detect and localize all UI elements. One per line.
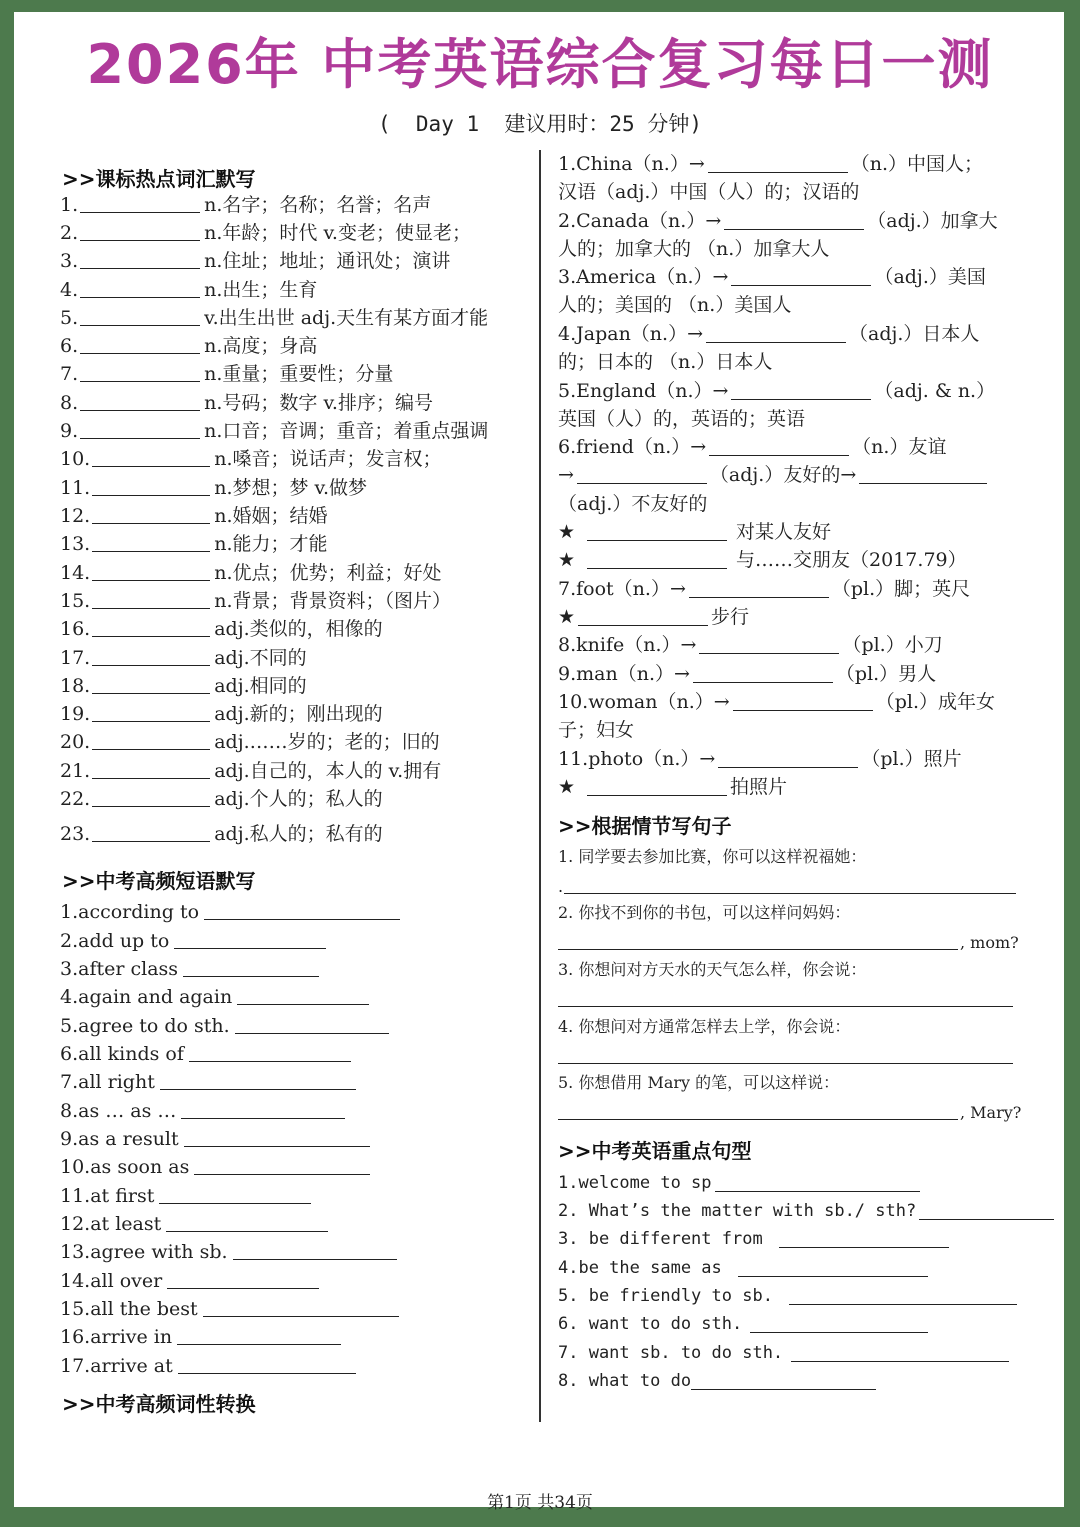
conversion-hint: （n.）中国人； [850,153,984,175]
vocab-number: 10. [60,448,91,470]
vocab-number: 5. [60,307,79,329]
phrase-text: 2.add up to [60,930,170,952]
phrase-text: 10.as soon as [60,1156,190,1178]
phrase-text: 5.agree to do sth. [60,1015,230,1037]
phrase-row [60,929,330,953]
phrase-text: 4.again and again [60,986,233,1008]
phrase-text: 13.agree with sb. [60,1241,228,1263]
phrase-hint: 步行 [711,606,750,628]
vocab-answer-blank[interactable] [92,505,210,524]
phrase-answer-blank[interactable] [204,901,400,920]
phrase-answer-blank[interactable] [174,930,326,949]
vocab-answer-blank[interactable] [92,647,210,666]
answer-blank[interactable] [715,1173,920,1192]
answer-blank[interactable] [731,381,871,400]
answer-blank[interactable] [578,607,708,626]
vocab-number: 23. [60,823,91,845]
vocab-answer-blank[interactable] [92,703,210,722]
phrase-text: 8.as … as … [60,1100,177,1122]
phrase-answer-blank[interactable] [166,1213,328,1232]
phrase-text: 3.after class [60,958,179,980]
vocab-row [60,617,383,641]
vocab-number: 1. [60,194,79,216]
vocab-row [60,646,307,670]
answer-blank[interactable] [587,550,727,569]
phrase-hint: 对某人友好 [736,521,832,543]
vocab-answer-blank[interactable] [80,335,200,354]
conversion-hint: （pl.）男人 [835,663,937,685]
vocab-number: 4. [60,279,79,301]
conversion-hint: （adj.）美国 [874,266,986,288]
page-title: 2026年 中考英语综合复习每日一测 [86,33,994,96]
phrase-answer-blank[interactable] [184,1128,370,1147]
conversion-hint: （pl.）成年女 [875,691,995,713]
vocab-answer-blank[interactable] [80,363,200,382]
vocab-answer-blank[interactable] [80,420,200,439]
vocab-number: 7. [60,363,79,385]
vocab-meaning: adj.自己的，本人的 v.拥有 [214,760,442,782]
phrase-text: 1.according to [60,901,200,923]
vocab-meaning: n.年龄；时代 v.变老；使显老； [204,222,471,244]
vocab-meaning: n.能力；才能 [214,533,328,555]
answer-line-2[interactable] [558,949,958,950]
conversion-item-man: 9.man（n.）→ [558,663,690,685]
phrase-row [60,1014,393,1038]
vocab-row [60,306,488,330]
vocab-answer-blank[interactable] [92,823,210,842]
answer-blank[interactable] [689,579,829,598]
vocab-number: 16. [60,618,91,640]
vocab-meaning: adj.不同的 [214,647,307,669]
vocab-meaning: n.住址；地址；通讯处；演讲 [204,250,451,272]
vocab-number: 19. [60,703,91,725]
phrase-row [60,1155,374,1179]
vocab-number: 11. [60,477,91,499]
vocab-answer-blank[interactable] [92,590,210,609]
phrase-row [60,1212,332,1236]
phrase-text: 16.arrive in [60,1326,173,1348]
situation-question-3: 3. 你想问对方天水的天气怎么样，你会说： [558,960,867,979]
vocab-number: 9. [60,420,79,442]
answer-blank[interactable] [779,1229,949,1248]
phrase-row [60,1184,315,1208]
vocab-number: 12. [60,505,91,527]
vocab-answer-blank[interactable] [92,760,210,779]
conversion-item-photo: 11.photo（n.）→ [558,748,716,770]
conversion-hint: （adj.）日本人 [849,323,980,345]
phrase-text: 11.at first [60,1185,155,1207]
conversion-hint: （pl.）照片 [861,748,962,770]
answer-blank[interactable] [731,267,871,286]
situation-question-4: 4. 你想问对方通常怎样去上学，你会说： [558,1017,851,1036]
phrase-row [60,1269,323,1293]
answer-blank[interactable] [789,1286,1017,1305]
vocab-meaning: n.婚姻；结婚 [214,505,328,527]
answer-blank[interactable] [587,777,727,796]
conversion-item-japan: 4.Japan（n.）→ [558,323,703,345]
vocab-answer-blank[interactable] [80,279,200,298]
answer-blank[interactable] [750,1314,928,1333]
vocab-number: 6. [60,335,79,357]
vocab-row [60,249,450,273]
vocab-number: 17. [60,647,91,669]
answer-blank[interactable] [699,635,839,654]
vocab-number: 15. [60,590,91,612]
vocab-row [60,730,440,754]
conversion-item-england: 5.England（n.）→ [558,380,729,402]
phrase-row [60,900,404,924]
vocab-row [60,476,367,500]
phrase-answer-blank[interactable] [177,1326,341,1345]
vocab-meaning: adj.私人的；私有的 [214,823,383,845]
phrase-answer-blank[interactable] [235,1015,389,1034]
vocab-number: 20. [60,731,91,753]
vocab-row [60,278,317,302]
vocab-meaning: n.口音；音调；重音；着重点强调 [204,420,489,442]
vocab-answer-blank[interactable] [92,562,210,581]
pattern-item: 4.be the same as [558,1258,722,1278]
vocab-row [60,759,441,783]
phrase-row [60,1070,360,1094]
pattern-item: 6. want to do sth. [558,1314,743,1334]
phrase-answer-blank[interactable] [203,1298,399,1317]
situation-question-2: 2. 你找不到你的书包，可以这样问妈妈： [558,903,851,922]
vocab-row [60,787,383,811]
vocab-meaning: n.背景；背景资料；（图片） [214,590,451,612]
vocab-meaning: adj.类似的，相像的 [214,618,383,640]
vocab-answer-blank[interactable] [80,194,200,213]
conversion-hint: （pl.）小刀 [842,634,943,656]
vocab-row [60,193,431,217]
conversion-hint: 人的；加拿大的 （n.）加拿大人 [558,238,830,260]
phrase-answer-blank[interactable] [194,1156,370,1175]
sentence-end: , Mary? [960,1103,1022,1122]
answer-blank[interactable] [577,465,707,484]
answer-blank[interactable] [738,1258,928,1277]
vocab-row [60,822,383,846]
pattern-item: 8. what to do [558,1371,692,1391]
conversion-hint: （pl.）脚；英尺 [831,578,971,600]
vocab-answer-blank[interactable] [92,448,210,467]
pattern-item: 7. want sb. to do sth. [558,1343,784,1363]
phrase-row [60,1127,374,1151]
phrase-text: 14.all over [60,1270,163,1292]
situation-question-1: 1. 同学要去参加比赛，你可以这样祝福她： [558,847,867,866]
vocab-meaning: adj.新的；刚出现的 [214,703,383,725]
situation-question-5: 5. 你想借用 Mary 的笔，可以这样说： [558,1073,840,1092]
page-footer: 第1页 共34页 [487,1493,593,1513]
phrase-row [60,1099,349,1123]
pattern-heading: >>中考英语重点句型 [558,1139,752,1163]
vocab-answer-blank[interactable] [92,618,210,637]
phrase-heading: >>中考高频短语默写 [62,869,256,893]
conversion-hint: （adj.）不友好的 [558,493,708,515]
answer-line-5[interactable] [558,1119,958,1120]
phrase-text: 12.at least [60,1213,162,1235]
conversion-hint: 汉语（adj.）中国（人）的；汉语的 [558,181,860,203]
conversion-item-woman: 10.woman（n.）→ [558,691,730,713]
vocab-number: 18. [60,675,91,697]
conversion-item-america: 3.America（n.）→ [558,266,729,288]
phrase-answer-blank[interactable] [233,1241,397,1260]
answer-blank[interactable] [718,749,858,768]
phrase-hint: 与……交朋友（2017.79） [736,549,967,571]
vocab-meaning: n.优点；优势；利益；好处 [214,562,442,584]
star-icon: ★ [558,776,576,798]
vocab-meaning: n.号码；数字 v.排序；编号 [204,392,433,414]
answer-blank[interactable] [691,1371,876,1390]
answer-blank[interactable] [919,1201,1054,1220]
vocab-answer-blank[interactable] [80,392,200,411]
phrase-answer-blank[interactable] [178,1355,356,1374]
conversion-hint: （n.）友谊 [852,436,947,458]
vocab-meaning: n.重量；重要性；分量 [204,363,394,385]
answer-blank[interactable] [733,692,873,711]
vocab-number: 13. [60,533,91,555]
vocab-number: 21. [60,760,91,782]
answer-blank[interactable] [859,465,987,484]
pattern-item: 2. What’s the matter with sb./ sth? [558,1201,917,1221]
pattern-item: 5. be friendly to sb. [558,1286,773,1306]
vocab-answer-blank[interactable] [92,533,210,552]
vocab-number: 3. [60,250,79,272]
page-subtitle: ( Day 1 建议用时：25 分钟) [377,112,702,136]
vocab-number: 8. [60,392,79,414]
sentence-end: , mom? [960,933,1019,952]
vocab-row [60,391,433,415]
vocab-answer-blank[interactable] [92,788,210,807]
answer-blank[interactable] [706,324,846,343]
vocab-answer-blank[interactable] [92,731,210,750]
vocab-row [60,334,317,358]
conversion-item-foot: 7.foot（n.）→ [558,578,686,600]
phrase-text: 15.all the best [60,1298,198,1320]
phrase-text: 17.arrive at [60,1355,173,1377]
phrase-answer-blank[interactable] [159,1185,311,1204]
vocab-row [60,221,471,245]
vocab-row [60,362,393,386]
phrase-row [60,1354,360,1378]
vocab-answer-blank[interactable] [80,307,200,326]
star-icon: ★ [558,521,576,543]
vocab-row [60,532,328,556]
vocab-answer-blank[interactable] [80,250,200,269]
answer-blank[interactable] [791,1343,1009,1362]
vocab-number: 14. [60,562,91,584]
answer-blank[interactable] [724,211,864,230]
vocab-answer-blank[interactable] [92,675,210,694]
vocab-row [60,419,488,443]
answer-line-3[interactable] [558,1006,1013,1007]
conversion-hint: 的；日本的 （n.）日本人 [558,351,773,373]
phrase-answer-blank[interactable] [237,986,369,1005]
star-icon: ★ [558,606,576,628]
phrase-text: 9.as a result [60,1128,179,1150]
vocab-heading: >>课标热点词汇默写 [62,167,256,191]
pattern-item: 3. be different from [558,1229,763,1249]
phrase-answer-blank[interactable] [183,958,319,977]
conversion-item-china: 1.China（n.）→ [558,153,705,175]
vocab-number: 2. [60,222,79,244]
conversion-hint: 英国（人）的，英语的；英语 [558,408,806,430]
phrase-answer-blank[interactable] [181,1100,345,1119]
vocab-row [60,702,383,726]
phrase-text: 7.all right [60,1071,155,1093]
vocab-meaning: adj.相同的 [214,675,307,697]
vocab-answer-blank[interactable] [92,477,210,496]
phrase-text: 6.all kinds of [60,1043,184,1065]
vocab-answer-blank[interactable] [80,222,200,241]
phrase-row [60,985,373,1009]
vocab-meaning: adj.……岁的；老的；旧的 [214,731,440,753]
conversion-hint: （adj.）友好的→ [709,464,857,486]
phrase-answer-blank[interactable] [160,1071,356,1090]
phrase-row [60,957,323,981]
answer-blank[interactable] [709,437,849,456]
answer-line-4[interactable] [558,1063,1013,1064]
arrow-label: → [558,464,574,486]
star-icon: ★ [558,549,576,571]
conversion-item-friend: 6.friend（n.）→ [558,436,707,458]
vocab-row [60,561,442,585]
conversion-hint: 人的；美国的 （n.）美国人 [558,294,792,316]
vocab-meaning: v.出生出世 adj.天生有某方面才能 [204,307,489,329]
phrase-hint: 拍照片 [730,776,788,798]
phrase-answer-blank[interactable] [189,1043,351,1062]
vocab-row [60,589,451,613]
vocab-meaning: n.高度；身高 [204,335,318,357]
vocab-meaning: n.嗓音；说话声；发言权； [214,448,442,470]
column-divider [539,150,541,1422]
answer-blank[interactable] [587,522,727,541]
conversion-hint: 子；妇女 [558,719,635,741]
vocab-row [60,447,442,471]
phrase-answer-blank[interactable] [167,1270,319,1289]
answer-line-1[interactable] [564,893,1016,894]
pattern-item: 1.welcome to sp [558,1173,712,1193]
conversion-heading: >>中考高频词性转换 [62,1392,256,1416]
answer-blank[interactable] [693,664,833,683]
vocab-meaning: adj.个人的；私人的 [214,788,383,810]
vocab-row [60,674,307,698]
vocab-meaning: n.梦想；梦 v.做梦 [214,477,368,499]
phrase-row [60,1042,355,1066]
situation-heading: >>根据情节写句子 [558,814,732,838]
vocab-meaning: n.名字；名称；名誉；名声 [204,194,432,216]
conversion-item-knife: 8.knife（n.）→ [558,634,697,656]
vocab-meaning: n.出生；生育 [204,279,318,301]
vocab-number: 22. [60,788,91,810]
phrase-row [60,1240,401,1264]
conversion-hint: （adj. & n.） [874,380,996,402]
vocab-row [60,504,328,528]
sentence-start-dot: . [558,877,564,896]
conversion-item-canada: 2.Canada（n.）→ [558,210,722,232]
conversion-hint: （adj.）加拿大 [867,210,998,232]
phrase-row [60,1297,403,1321]
answer-blank[interactable] [708,154,848,173]
phrase-row [60,1325,345,1349]
